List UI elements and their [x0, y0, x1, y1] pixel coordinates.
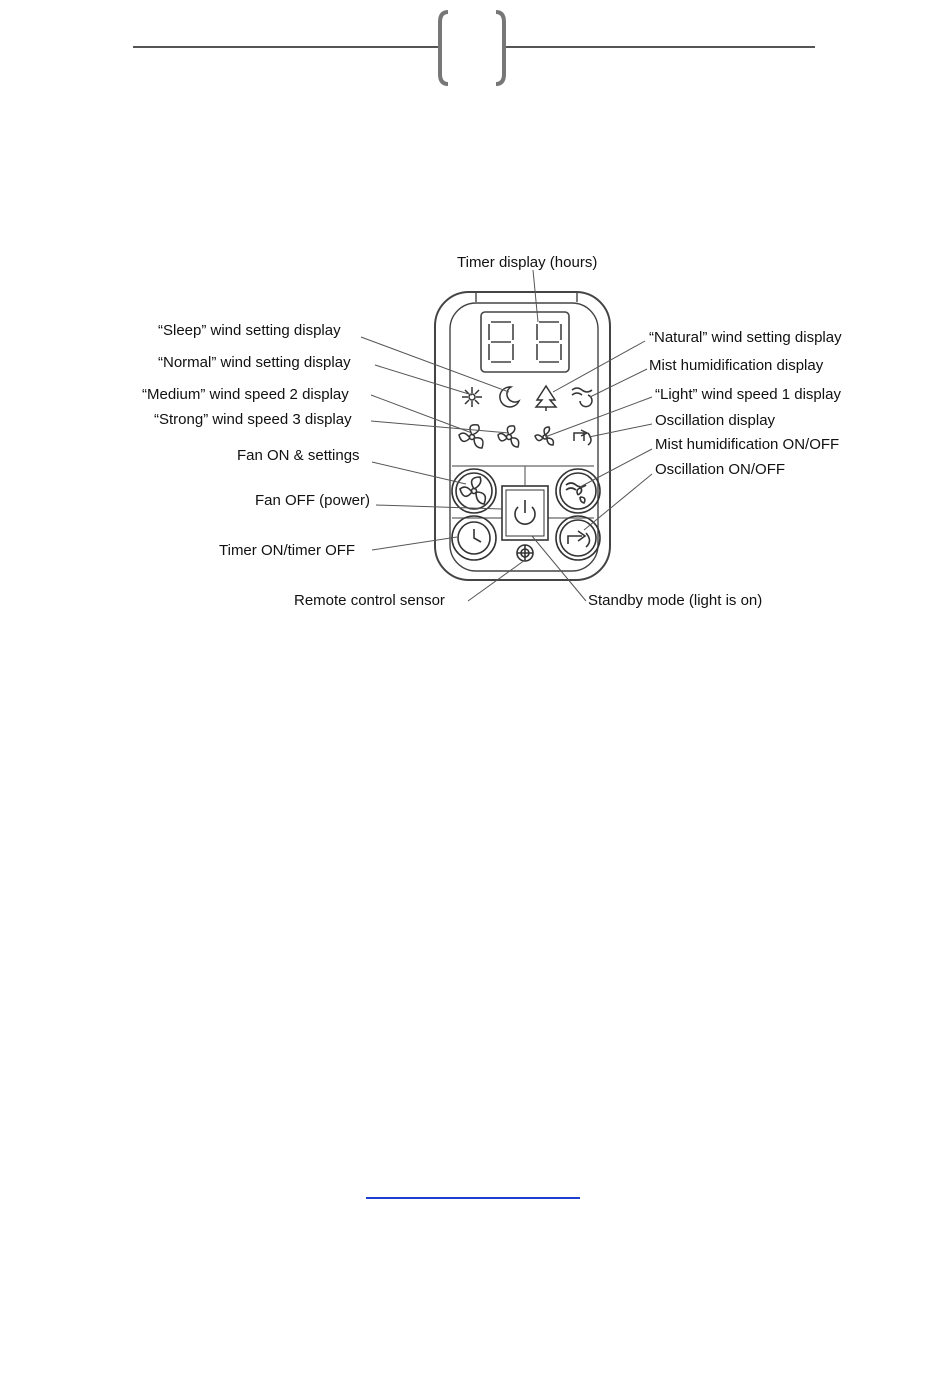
label-mist-display: Mist humidification display — [649, 357, 824, 374]
label-remote-sensor: Remote control sensor — [294, 592, 445, 609]
clock-icon — [452, 516, 496, 560]
label-oscillation-on-off: Oscillation ON/OFF — [655, 461, 786, 478]
label-medium-speed: “Medium” wind speed 2 display — [142, 386, 349, 403]
flower-icon — [462, 387, 482, 407]
label-sleep-wind: “Sleep” wind setting display — [158, 322, 341, 339]
fan-medium-icon — [498, 426, 519, 447]
label-light-speed: “Light” wind speed 1 display — [655, 386, 841, 403]
label-natural-wind: “Natural” wind setting display — [649, 329, 842, 346]
mist-fan-icon — [556, 469, 600, 513]
label-oscillation-display: Oscillation display — [655, 412, 776, 429]
remote-inner-edge — [450, 303, 598, 571]
label-fan-off: Fan OFF (power) — [255, 492, 371, 509]
sensor-icon — [517, 545, 533, 561]
label-standby: Standby mode (light is on) — [588, 592, 763, 609]
tree-icon — [536, 386, 556, 411]
label-mist-on-off: Mist humidification ON/OFF — [655, 436, 840, 453]
label-normal-wind: “Normal” wind setting display — [158, 354, 351, 371]
label-fan-on: Fan ON & settings — [237, 447, 360, 464]
fan-large-icon — [459, 425, 483, 448]
seven-segment-display-icon — [481, 312, 569, 372]
label-timer-on-off: Timer ON/timer OFF — [219, 542, 356, 559]
oscillation-icon — [574, 430, 591, 445]
mist-icon — [572, 388, 592, 407]
footer-link[interactable] — [366, 1183, 580, 1199]
fan-icon — [452, 469, 496, 513]
label-strong-speed: “Strong” wind speed 3 display — [154, 411, 352, 428]
label-timer-display: Timer display (hours) — [457, 254, 598, 271]
fan-small-icon — [535, 427, 553, 445]
power-icon — [502, 486, 548, 540]
